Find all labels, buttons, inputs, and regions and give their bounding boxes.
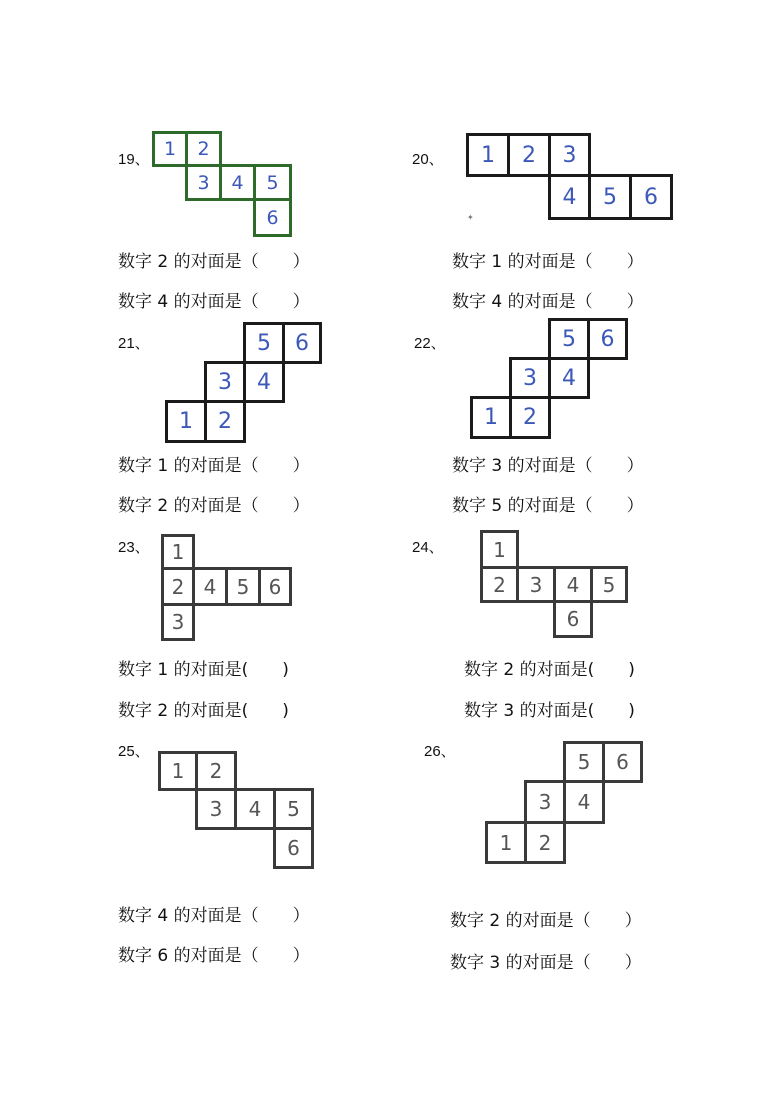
net-cell: 4 — [219, 164, 256, 201]
problem-number: 20、 — [412, 151, 444, 168]
problem-number: 26、 — [424, 743, 456, 760]
question-line: 数字 4 的对面是（ ） — [452, 292, 644, 312]
net-cell: 5 — [243, 322, 285, 364]
net-cell: 3 — [161, 603, 195, 641]
net-cell: 3 — [509, 357, 551, 399]
net-cell: 3 — [548, 133, 591, 177]
question-line: 数字 3 的对面是（ ） — [452, 456, 644, 476]
net-cell: 3 — [524, 780, 566, 824]
net-cell: 3 — [185, 164, 222, 201]
net-cell: 2 — [507, 133, 551, 177]
problem-number: 22、 — [414, 335, 446, 352]
net-cell: 6 — [629, 174, 673, 220]
net-cell: 5 — [588, 174, 632, 220]
net-cell: 3 — [204, 361, 246, 403]
net-cell: 2 — [185, 131, 222, 167]
question-line: 数字 1 的对面是( ) — [118, 660, 289, 680]
net-cell: 5 — [273, 788, 314, 830]
stray-mark: ✦ — [467, 213, 474, 222]
net-cell: 4 — [192, 567, 228, 606]
net-cell: 1 — [470, 396, 512, 439]
net-cell: 4 — [563, 780, 605, 824]
net-cell: 1 — [485, 821, 527, 864]
net-cell: 6 — [587, 318, 628, 360]
net-cell: 2 — [480, 566, 519, 603]
net-cell: 6 — [553, 600, 593, 638]
question-line: 数字 4 的对面是（ ） — [118, 292, 310, 312]
question-line: 数字 5 的对面是（ ） — [452, 496, 644, 516]
net-cell: 4 — [553, 566, 593, 603]
question-line: 数字 6 的对面是（ ） — [118, 946, 310, 966]
net-cell: 2 — [204, 400, 246, 443]
question-line: 数字 2 的对面是（ ） — [118, 496, 310, 516]
net-cell: 6 — [273, 827, 314, 869]
net-cell: 1 — [480, 530, 519, 569]
question-line: 数字 1 的对面是（ ） — [452, 252, 644, 272]
net-cell: 6 — [282, 322, 322, 364]
question-line: 数字 2 的对面是( ) — [464, 660, 635, 680]
net-cell: 1 — [165, 400, 207, 443]
net-cell: 5 — [225, 567, 261, 606]
question-line: 数字 3 的对面是（ ） — [450, 953, 642, 973]
net-cell: 1 — [466, 133, 510, 177]
net-cell: 3 — [516, 566, 556, 603]
net-cell: 6 — [602, 741, 643, 783]
net-cell: 5 — [590, 566, 628, 603]
net-cell: 2 — [509, 396, 551, 439]
net-cell: 1 — [152, 131, 188, 167]
problem-number: 21、 — [118, 335, 150, 352]
net-cell: 5 — [548, 318, 590, 360]
net-cell: 1 — [161, 534, 195, 570]
net-cell: 6 — [253, 198, 292, 237]
net-cell: 6 — [258, 567, 292, 606]
question-line: 数字 3 的对面是( ) — [464, 701, 635, 721]
question-line: 数字 2 的对面是（ ） — [450, 911, 642, 931]
net-cell: 5 — [563, 741, 605, 783]
net-cell: 2 — [195, 751, 237, 791]
net-cell: 4 — [243, 361, 285, 403]
net-cell: 1 — [158, 751, 198, 791]
net-cell: 4 — [548, 174, 591, 220]
net-cell: 4 — [234, 788, 276, 830]
net-cell: 2 — [524, 821, 566, 864]
net-cell: 2 — [161, 567, 195, 606]
question-line: 数字 2 的对面是( ) — [118, 701, 289, 721]
problem-number: 23、 — [118, 539, 150, 556]
net-cell: 3 — [195, 788, 237, 830]
net-cell: 4 — [548, 357, 590, 399]
question-line: 数字 4 的对面是（ ） — [118, 906, 310, 926]
net-cell: 5 — [253, 164, 292, 201]
problem-number: 19、 — [118, 151, 150, 168]
question-line: 数字 2 的对面是（ ） — [118, 252, 310, 272]
question-line: 数字 1 的对面是（ ） — [118, 456, 310, 476]
problem-number: 24、 — [412, 539, 444, 556]
problem-number: 25、 — [118, 743, 150, 760]
